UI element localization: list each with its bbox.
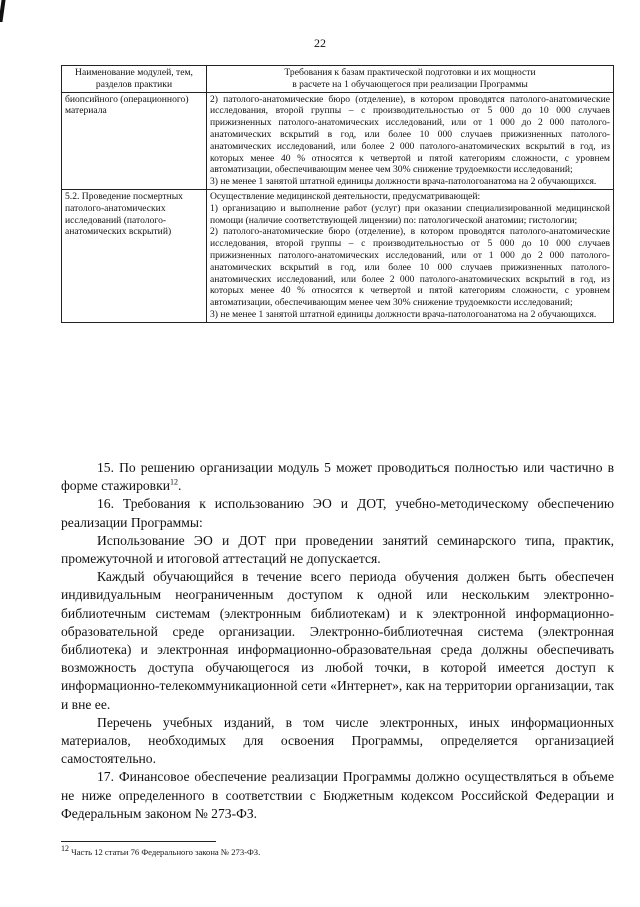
row-requirements — [207, 92, 614, 189]
requirement-item: 2) патолого-анатомические бюро (отделение), в котором проводятся патолого-анатомические исследования, второй группы – с производительностью от 5 000 до 10 000 случаев прижизненных патолого-анатомических исследований, или от 1 000 до 2 000 патолого-анатомических вскрытий в год, или более 10 000 случаев прижизненных патолого-анатомических исследований, или более 2 000 патолого-анатомических вскрытий в год, из которых менее 40 % относятся к четвертой и пятой категориям сложности, с уровнем автоматизации, обеспечивающим менее чем 30% снижение трудоемкости исследований; — [210, 226, 610, 309]
body-text — [61, 459, 614, 823]
corner-mark — [0, 0, 6, 22]
paragraph-17: 17. Финансовое обеспечение реализации Программы должно осуществляться в объеме не ниже определенного в соответствии с Бюджетным кодексом Российской Федерации и Федеральным законом № 273-ФЗ. — [61, 769, 614, 821]
footnote-ref: 12 — [169, 477, 178, 487]
header-requirements-line1: Требования к базам практической подготовки и их мощности — [284, 67, 536, 78]
footnote-divider — [61, 841, 216, 842]
row-requirements — [207, 189, 614, 322]
table-row — [62, 92, 614, 189]
header-modules: Наименование модулей, тем, разделов практики — [62, 66, 207, 93]
requirement-item: 1) организацию и выполнение работ (услуг) при оказании специализированной медицинской помощи (наличие соответствующей лицензии) по: патологической анатомии; гистологии; — [210, 202, 610, 226]
paragraph-15: 15. По решению организации модуль 5 может проводиться полностью или частично в форме стажировки$^{12}$. — [61, 460, 614, 494]
paragraph-16a: Использование ЭО и ДОТ при проведении занятий семинарского типа, практик, промежуточной и итоговой аттестаций не допускается. — [61, 532, 614, 567]
header-requirements — [207, 66, 614, 93]
requirements-table — [61, 65, 614, 323]
requirement-item: 3) не менее 1 занятой штатной единицы должности врача-патологоанатома на 2 обучающихся. — [210, 176, 597, 188]
paragraph-16b: Каждый обучающийся в течение всего периода обучения должен быть обеспечен индивидуальным неограниченным доступом к одной или нескольким электронно-библиотечным системам (электронным библиотекам) и к электронной информационно-образовательной среде организации. Электронно-библиотечная система (электронная библиотека) и электронная информационно-образовательная среда должны обеспечивать возможность доступа обучающегося из любой точки, в которой имеется доступ к информационно-телекоммуникационной сети «Интернет», как на территории организации, так и вне ее. — [61, 569, 614, 712]
footnote-mark: 12 — [61, 844, 69, 854]
table-row — [62, 189, 614, 322]
page-number: 22 — [314, 36, 326, 50]
paragraph-15-text: 15. По решению организации модуль 5 может проводиться полностью или частично в форме стажировки — [61, 460, 614, 494]
footnote — [61, 844, 261, 857]
header-requirements-line2: в расчете на 1 обучающегося при реализации Программы — [292, 78, 528, 90]
row-module-name: 5.2. Проведение посмертных патолого-анатомических исследований (патолого-анатомических вскрытий) — [62, 189, 207, 322]
requirement-item: Осуществление медицинской деятельности, предусматривающей: — [210, 190, 481, 202]
footnote-text: Часть 12 статьи 76 Федерального закона № 273-ФЗ. — [71, 847, 261, 857]
requirement-item: 2) патолого-анатомические бюро (отделение), в котором проводятся патолого-анатомические исследования, второй группы – с производительностью от 5 000 до 10 000 случаев прижизненных патолого-анатомических исследований, или от 1 000 до 2 000 патолого-анатомических вскрытий в год, или более 10 000 случаев прижизненных патолого-анатомических исследований, или более 2 000 патолого-анатомических вскрытий в год, из которых менее 40 % относятся к четвертой и пятой категориям сложности, с уровнем автоматизации, обеспечивающим менее чем 30% снижение трудоемкости исследований; — [210, 93, 610, 176]
requirement-item: 3) не менее 1 занятой штатной единицы должности врача-патологоанатома на 2 обучающихся. — [210, 308, 597, 320]
paragraph-16: 16. Требования к использованию ЭО и ДОТ, учебно-методическому обеспечению реализации Программы: — [61, 496, 614, 530]
row-module-name: биопсийного (операционного) материала — [62, 92, 207, 189]
table-header-row — [62, 66, 614, 93]
paragraph-16c: Перечень учебных изданий, в том числе электронных, иных информационных материалов, необходимых для освоения Программы, определяется организацией самостоятельно. — [61, 714, 614, 767]
